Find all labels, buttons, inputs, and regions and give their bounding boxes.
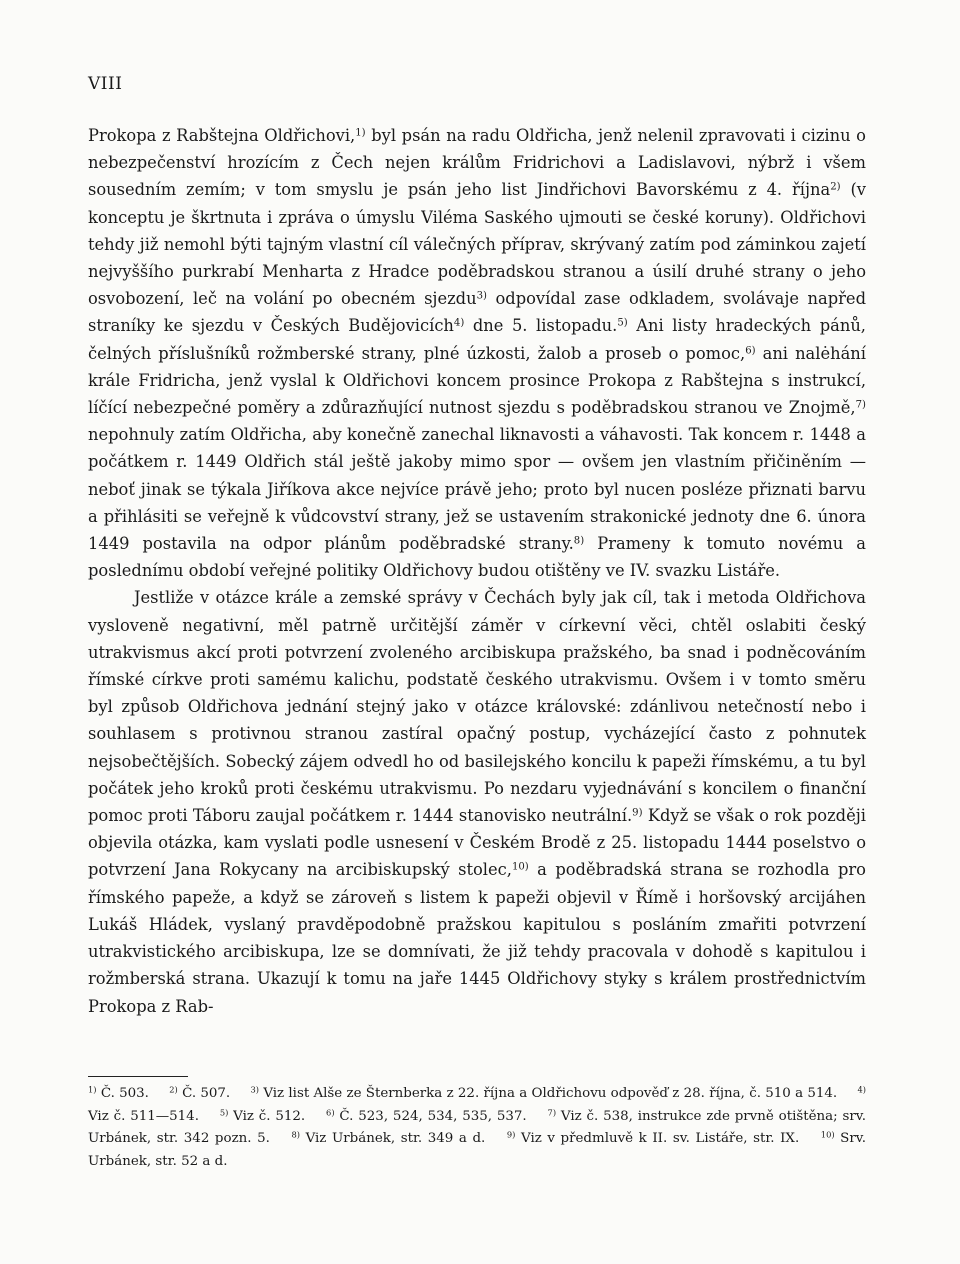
footnotes: [88, 1083, 866, 1173]
footnote: [326, 1109, 527, 1124]
body-paragraph: [88, 122, 866, 584]
paragraph-text: byl psán na radu Oldřicha, jenž nelenil zpravovati i cizinu o nebezpečenství hrozícím z Čech nejen králům Fridrichovi a Ladislavovi, nýbrž i všem sousedním zemím; v tom smyslu je psán jeho list Jindřichovi Bavorskému z 4. října: [88, 126, 866, 200]
footnote-reference: 7): [855, 399, 866, 411]
footnote-number: 1): [88, 1084, 97, 1095]
footnote-text: Č. 523, 524, 534, 535, 537.: [334, 1108, 527, 1124]
footnote-text: Viz list Alše ze Šternberka z 22. října a Oldřichovu odpověď z 28. října, č. 510 a 514.: [259, 1086, 838, 1101]
footnote-text: Srv. Urbánek, str. 52 a d.: [88, 1131, 866, 1169]
footnote-number: 7): [547, 1107, 557, 1118]
footnote-number: 9): [506, 1129, 516, 1140]
footnote-number: 6): [326, 1107, 335, 1118]
paragraph-text: odpovídal zase odkladem, svolávaje napřed straníky ke sjezdu v Českých Budějovicích: [88, 289, 866, 336]
footnote-number: 2): [169, 1084, 178, 1095]
body-paragraph: [88, 584, 866, 1019]
footnote-reference: 2): [830, 181, 841, 193]
footnote-text: Viz v předmluvě k II. sv. Listáře, str. IX.: [515, 1131, 800, 1147]
footnote-rule: [88, 1076, 188, 1077]
paragraph-text: nepohnuly zatím Oldřicha, aby konečně zanechal liknavosti a váhavosti. Tak koncem r. 1448 a počátkem r. 1449 Oldřich stál ještě jakoby mimo spor — ovšem jen vlastním přičiněním — neboť jinak se týkala Jiříkova akce nejvíce právě jeho; proto byl nucen posléze přiznati barvu a přihlásiti se veřejně k vůdcovství strany, jež se ustavením strakonické jednoty dne 6. února 1449 postavila na odpor plánům poděbradské strany.: [88, 425, 866, 554]
paragraph-text: ani nalėhání krále Fridricha, jenž vyslal k Oldřichovi koncem prosince Prokopa z Rabštejna s instrukcí, líčící nebezpečné poměry a zdůrazňující nutnost sjezdu s poděbradskou stranou ve Znojmě,: [88, 343, 866, 418]
footnote: [251, 1086, 838, 1101]
paragraph-text: dne 5. listopadu.: [464, 316, 618, 336]
footnote-number: 10): [820, 1129, 835, 1140]
footnote-text: Viz č. 538, instrukce zde prvně otištěna; srv. Urbánek, str. 342 pozn. 5.: [88, 1108, 866, 1147]
paragraph-text: (v konceptu je škrtnuta i zpráva o úmyslu Viléma Saského ujmouti se české koruny). Oldřichovi tehdy již nemohl býti tajným vlastní cíl válečných příprav, skrývaný zatím pod záminkou zajetí nejvyššího purkrabí Menharta z Hradce poděbradskou stranou a úsilí druhé strany o jeho osvobození, leč na volání po obecném sjezdu: [88, 180, 866, 309]
footnote: [291, 1131, 485, 1146]
footnote-reference: 6): [745, 345, 756, 357]
paragraph-text: Prameny k tomuto novému a poslednímu období veřejné politiky Oldřichovy budou otištěny ve IV. svazku Listáře.: [88, 534, 866, 581]
main-text: [88, 122, 866, 1020]
footnote-reference: 4): [453, 317, 465, 329]
footnote-text: Viz č. 511—514.: [88, 1108, 199, 1124]
paragraph-text: Jestliže v otázce krále a zemské správy v Čechách byly jak cíl, tak i metoda Oldřichova vysloveně negativní, měl patrně určitější záměr v církevní věci, chtěl oslabiti český utrakvismus akcí proti potvrzení zvoleného arcibiskupa pražského, ba snad i podněcováním římské církve proti samému kalichu, podstatě českého utrakvismu. Ovšem i v tomto směru byl způsob Oldřichova jednání stejný jako v otázce královské: zdánlivou netečností nebo i souhlasem s protivnou stranou zastíral opačný postup, vycházející často z pohnutek nejsobečtějších. Sobecký zájem odvedl ho od basilejského koncilu k papeži římskému, a tu byl počátek jeho kroků proti českému utrakvismu. Po nezdaru vyjednávání s koncilem o finanční pomoc proti Táboru zaujal počátkem r. 1444 stanovisko neutrální.: [88, 588, 866, 826]
paragraph-text: a poděbradská strana se rozhodla pro římského papeže, a když se zároveň s listem k papeži objevil v Římě i horšovský arcijáhen Lukáš Hládek, vyslaný pravděpodobně pražskou kapitulou s posláním zmařiti potvrzení utrakvistického arcibiskupa, lze se domnívati, že již tehdy pracovala v dohodě s kapitulou i rožmberská strana. Ukazují k tomu na jaře 1445 Oldřichovy styky s králem prostřednictvím Prokopa z Rab-: [88, 860, 866, 1016]
footnote-text: Viz č. 512.: [228, 1108, 306, 1124]
footnote-reference: 3): [476, 290, 487, 302]
footnote-number: 5): [219, 1107, 229, 1118]
footnote: [507, 1131, 799, 1146]
page-number: VIII: [88, 74, 123, 94]
paragraph-text: Když se však o rok později objevila otázka, kam vyslati podle usnesení v Českém Brodě z 25. listopadu 1444 poselstvo o potvrzení Jana Rokycany na arcibiskupský stolec,: [88, 806, 866, 880]
footnote-reference: 5): [617, 317, 628, 329]
footnote: [169, 1086, 230, 1101]
footnote-reference: 10): [511, 861, 529, 873]
footnote-text: Č. 507.: [177, 1086, 231, 1101]
footnote-number: 4): [857, 1084, 866, 1095]
footnote-reference: 1): [355, 127, 366, 139]
paragraph-text: Ani listy hradeckých pánů, čelných příslušníků rožmberské strany, plné úzkosti, žalob a proseb o pomoc,: [88, 316, 866, 363]
footnote: [220, 1109, 305, 1124]
paragraph-text: Prokopa z Rabštejna Oldřichovi,: [88, 126, 356, 145]
footnote-reference: 9): [632, 807, 643, 819]
footnote: [88, 1086, 149, 1101]
footnote-text: Viz Urbánek, str. 349 a d.: [300, 1131, 486, 1147]
footnote-reference: 8): [573, 535, 585, 547]
footnote-number: 3): [250, 1084, 260, 1095]
footnote-text: Č. 503.: [96, 1086, 149, 1101]
footnote-number: 8): [291, 1129, 300, 1140]
